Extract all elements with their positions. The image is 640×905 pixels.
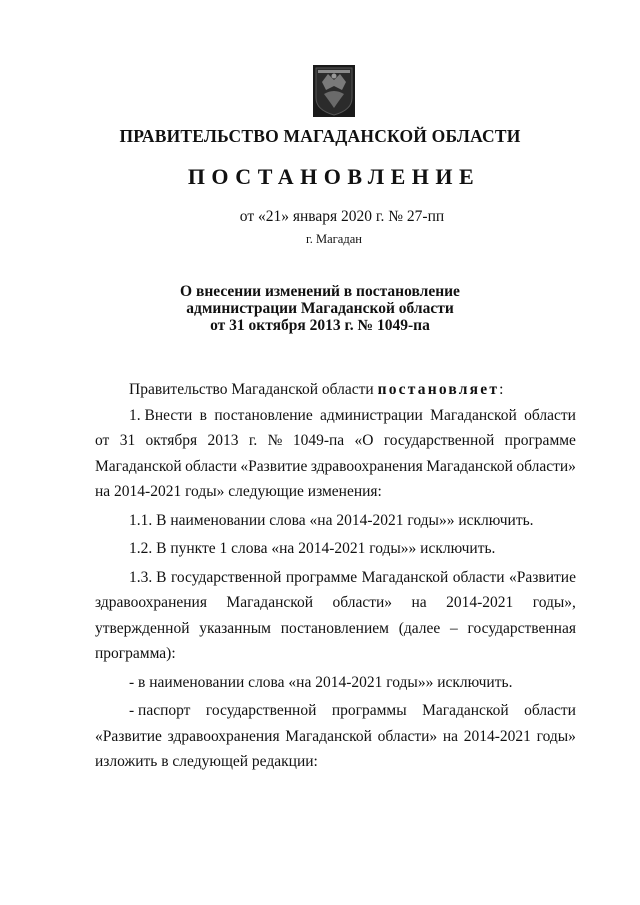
subject-line: администрации Магаданской области: [186, 300, 454, 317]
word: здравоохранения: [310, 457, 423, 475]
intro-suffix: :: [499, 381, 504, 398]
word: области: [524, 702, 576, 719]
justified-line: [95, 698, 576, 724]
document-subject: [0, 283, 640, 334]
subject-line: О внесении изменений в постановление: [180, 283, 460, 300]
intro-prefix: Правительство Магаданской области: [129, 381, 378, 398]
word: Магаданской: [95, 457, 182, 475]
word: «Развитие: [240, 457, 308, 475]
word: - паспорт: [129, 702, 191, 719]
word: (далее: [398, 619, 441, 637]
word: постановлением: [280, 619, 389, 637]
justified-line: [95, 428, 576, 454]
word: «Развитие: [95, 727, 162, 745]
justified-line: [95, 565, 576, 591]
word: –: [450, 619, 458, 637]
word: Магаданской: [426, 457, 513, 475]
word: 31: [119, 432, 136, 449]
word: здравоохранения: [95, 594, 207, 611]
word: области»: [377, 727, 438, 745]
paragraph-1-3: [95, 565, 576, 667]
word: здравоохранения: [167, 727, 280, 745]
word: государственной: [205, 702, 317, 719]
word: «О: [354, 432, 374, 449]
word: области»: [516, 457, 576, 475]
word: от: [95, 432, 110, 449]
word: области»: [332, 594, 393, 611]
word: программе: [285, 568, 358, 586]
word: области: [524, 406, 576, 424]
dash-item-1: - в наименовании слова «на 2014-2021 годы»» исключить.: [129, 673, 513, 691]
paragraph-line: программа):: [95, 645, 176, 662]
document-body: [95, 377, 576, 775]
justified-line: [95, 724, 576, 750]
word: государственной: [383, 432, 495, 449]
word: программе: [504, 432, 576, 449]
subject-line: от 31 октября 2013 г. № 1049-па: [210, 317, 430, 334]
word: области: [452, 568, 505, 586]
word: октября: [145, 432, 198, 449]
intro-paragraph: [95, 377, 576, 403]
justified-line: [95, 590, 576, 616]
word: Магаданской: [285, 727, 372, 745]
paragraph-line: изложить в следующей редакции:: [95, 753, 318, 770]
word: 1. Внести: [129, 406, 193, 424]
word: 1.3. В: [129, 568, 167, 586]
word: 2014-2021: [463, 727, 531, 745]
word: Магаданской: [226, 594, 314, 611]
justified-line: [95, 454, 576, 480]
word: государственной: [170, 568, 282, 586]
dash-item-2: [95, 698, 576, 775]
paragraph-1-2: 1.2. В пункте 1 слова «на 2014-2021 годы»» исключить.: [129, 540, 496, 557]
word: государственная: [467, 619, 576, 637]
word: Магаданской: [430, 406, 517, 424]
coat-of-arms-icon: [312, 64, 356, 118]
word: годы»,: [532, 594, 576, 611]
word: Магаданской: [422, 702, 509, 719]
document-type-title: ПОСТАНОВЛЕНИЕ: [187, 164, 481, 189]
word: на: [411, 594, 427, 611]
word: г.: [248, 432, 258, 449]
intro-operative-word: постановляет: [377, 381, 500, 398]
word: на: [442, 727, 459, 745]
word: администрации: [320, 406, 423, 424]
justified-line: [95, 616, 576, 642]
government-title: ПРАВИТЕЛЬСТВО МАГАДАНСКОЙ ОБЛАСТИ: [119, 126, 521, 146]
word: 2013: [207, 432, 239, 449]
word: утвержденной: [95, 619, 190, 637]
city-name: г. Магадан: [306, 232, 362, 246]
word: «Развитие: [509, 568, 576, 586]
date-and-number: от «21» января 2020 г. № 27-пп: [239, 208, 445, 225]
word: области: [185, 457, 237, 475]
word: №: [267, 432, 283, 449]
word: программы: [331, 702, 407, 719]
word: 1049-па: [292, 432, 345, 449]
justified-line: [95, 403, 576, 429]
word: в: [199, 406, 207, 424]
word: 2014-2021: [446, 594, 514, 611]
word: годы»: [536, 727, 576, 745]
paragraph-1: [95, 403, 576, 505]
paragraph-1-1: 1.1. В наименовании слова «на 2014-2021 годы»» исключить.: [129, 511, 534, 529]
word: постановление: [214, 406, 313, 424]
word: указанным: [199, 619, 271, 637]
paragraph-line: на 2014-2021 годы» следующие изменения:: [95, 483, 382, 500]
word: Магаданской: [361, 568, 449, 586]
